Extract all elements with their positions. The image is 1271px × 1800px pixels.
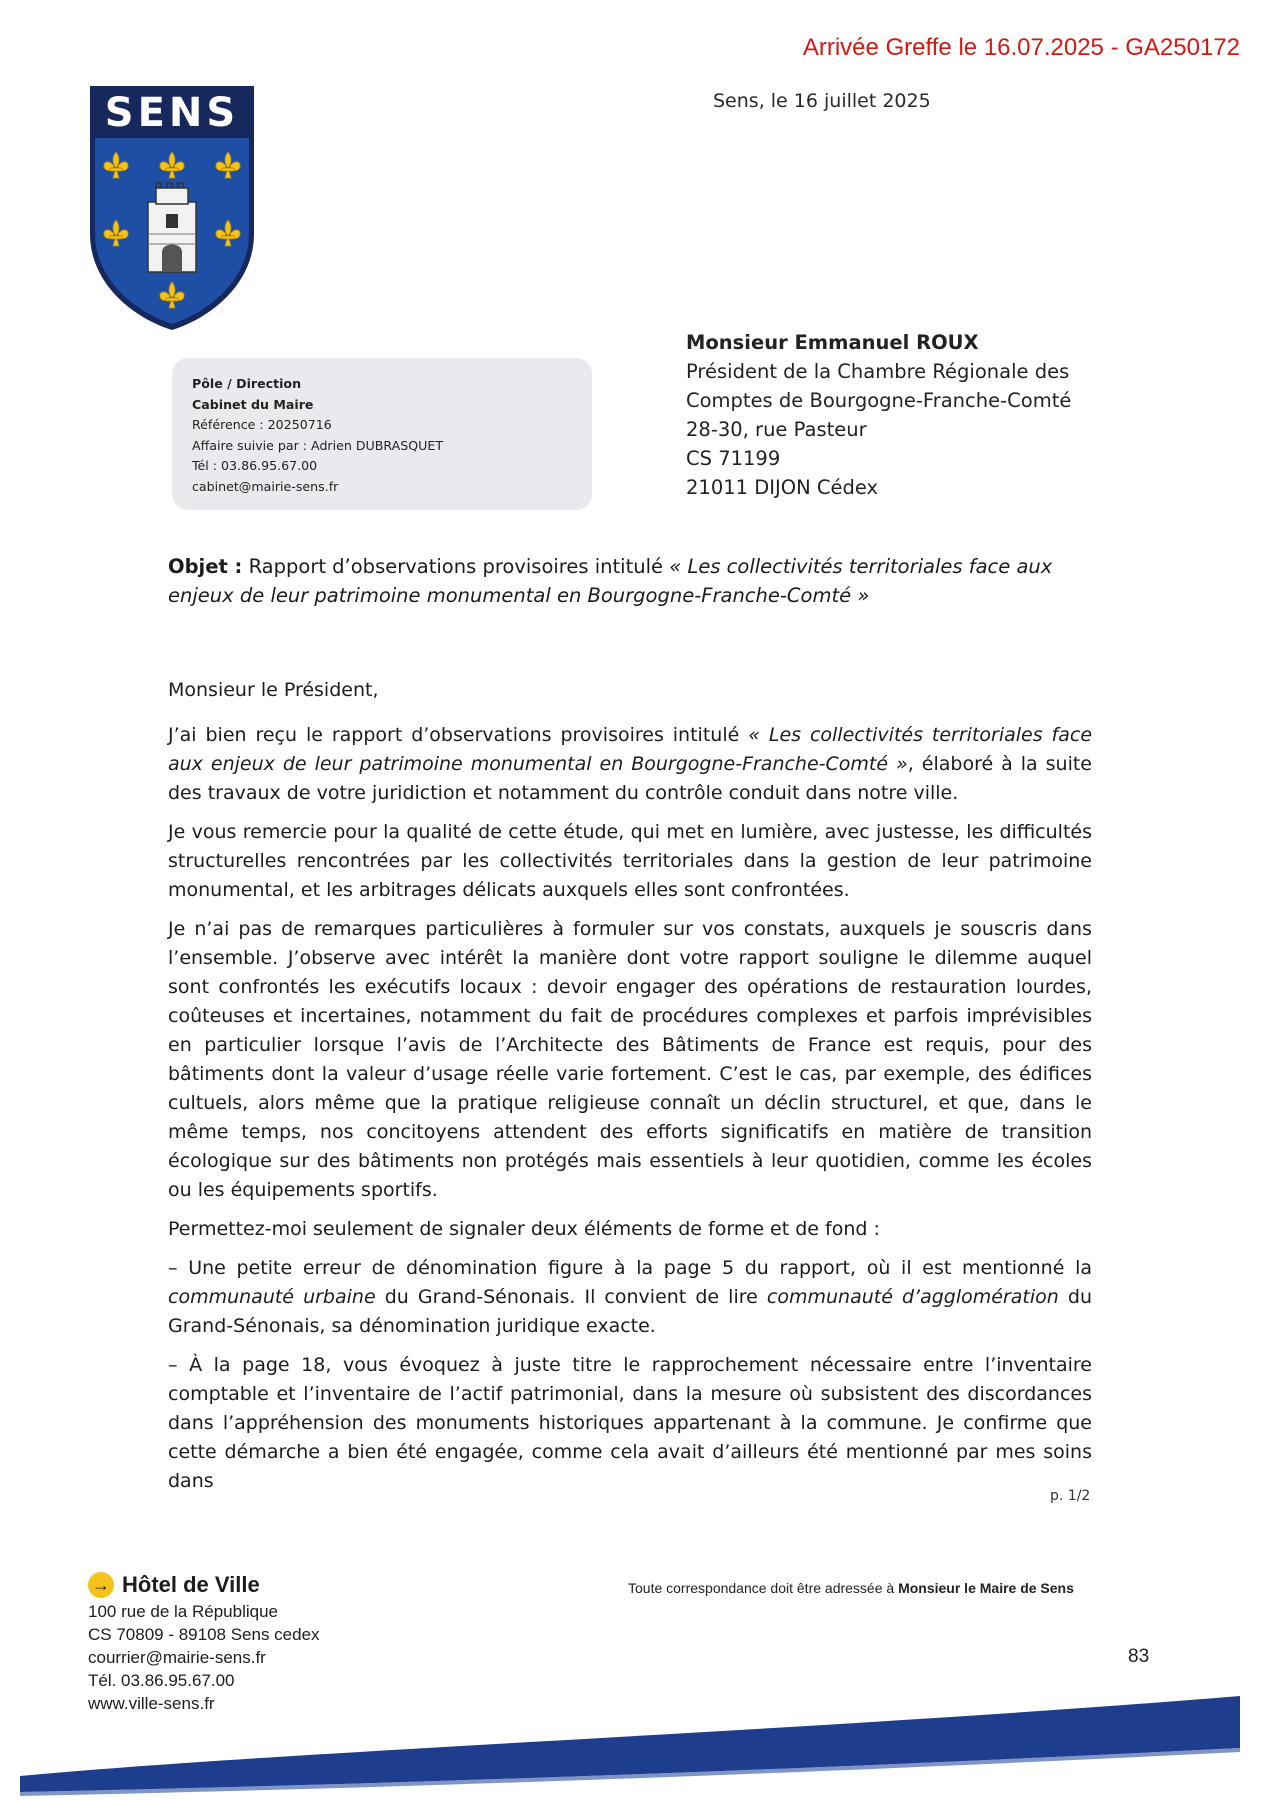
addressee-line: 28-30, rue Pasteur bbox=[686, 418, 867, 441]
paragraph-5-c: du Grand-Sénonais, sa dénomination juridique exacte. bbox=[168, 1286, 1093, 1337]
addressee-name: Monsieur Emmanuel ROUX bbox=[686, 331, 979, 354]
registry-stamp: Arrivée Greffe le 16.07.2025 - GA250172 bbox=[802, 34, 1240, 61]
paragraph-1-intro: J’ai bien reçu le rapport d’observations provisoires intitulé bbox=[168, 724, 740, 746]
paragraph-1-end: , élaboré à la suite des travaux de votre juridiction et notamment du contrôle conduit dans notre ville. bbox=[168, 753, 1092, 804]
sender-email: cabinet@mairie-sens.fr bbox=[192, 478, 339, 494]
letter-body bbox=[168, 676, 1092, 1506]
addressee-line: 21011 DIJON Cédex bbox=[686, 476, 879, 499]
paragraph-3: Je n’ai pas de remarques particulières à formuler sur vos constats, auxquels je souscris dans l’ensemble. J’observe avec intérêt la manière dont votre rapport souligne le dilemme auquel sont confrontés les exécutifs locaux : devoir engager des opérations de restauration lourdes, coûteuses et incertaines, notamment du fait de procédures complexes et parfois imprévisibles en particulier lorsque l’avis de l’Architecte des Bâtiments de France est requis, pour des bâtiments dont la valeur d’usage réelle varie fortement. C’est le cas, par exemple, des édifices cultuels, alors même que la pratique religieuse connaît un déclin structurel, et que, dans le même temps, nos concitoyens attendent des efforts significatifs en matière de transition écologique sur des bâtiments non protégés mais essentiels à leur quotidien, comme les écoles ou les équipements sportifs. bbox=[168, 918, 1092, 1201]
footer-line: Tél. 03.86.95.67.00 bbox=[88, 1671, 235, 1690]
paragraph-5 bbox=[168, 1254, 1092, 1341]
footer-line: www.ville-sens.fr bbox=[88, 1694, 215, 1713]
paragraph-5-term-1: communauté urbaine bbox=[168, 1286, 376, 1308]
sender-pole: Pôle / Direction bbox=[192, 376, 302, 391]
arrow-right-icon: → bbox=[88, 1572, 114, 1598]
paragraph-4: Permettez-moi seulement de signaler deux éléments de forme et de fond : bbox=[168, 1218, 880, 1240]
paragraph-5-a: – Une petite erreur de dénomination figure à la page 5 du rapport, où il est mentionné la bbox=[168, 1257, 1092, 1279]
subject-label: Objet : bbox=[168, 555, 243, 578]
subject-report-title: « Les collectivités territoriales face aux enjeux de leur patrimoine monumental en Bourgogne-Franche-Comté » bbox=[168, 555, 1053, 607]
addressee-line: CS 71199 bbox=[686, 447, 781, 470]
folio-number: 83 bbox=[1128, 1646, 1150, 1667]
footer-title: Hôtel de Ville bbox=[122, 1572, 260, 1597]
footer-correspondence-note bbox=[628, 1580, 1074, 1596]
paragraph-6: – À la page 18, vous évoquez à juste titre le rapprochement nécessaire entre l’inventaire comptable et l’inventaire de l’actif patrimonial, dans la mesure où subsistent des discordances dans l’appréhension des monuments historiques appartenant à la commune. Je confirme que cette démarche a bien été engagée, comme cela avait d’ailleurs été mentionné par mes soins dans bbox=[168, 1354, 1092, 1492]
correspondence-recipient: Monsieur le Maire de Sens bbox=[898, 1580, 1074, 1596]
footer-line: 100 rue de la République bbox=[88, 1602, 278, 1621]
footer-line: CS 70809 - 89108 Sens cedex bbox=[88, 1625, 320, 1644]
sender-reference: Référence : 20250716 bbox=[192, 417, 332, 432]
subject-text: Rapport d’observations provisoires intitulé bbox=[248, 555, 664, 578]
addressee-block bbox=[686, 328, 1071, 502]
svg-text:SENS: SENS bbox=[104, 90, 240, 136]
paragraph-1-report-title: « Les collectivités territoriales face aux enjeux de leur patrimoine monumental en Bourgogne-Franche-Comté » bbox=[168, 724, 1093, 775]
sens-coat-of-arms-logo bbox=[86, 84, 258, 332]
page-number: p. 1/2 bbox=[1050, 1488, 1091, 1504]
sender-info-text bbox=[192, 374, 443, 497]
paragraph-5-b: du Grand-Sénonais. Il convient de lire bbox=[384, 1286, 758, 1308]
footer-title-row bbox=[88, 1572, 320, 1598]
sender-tel: Tél : 03.86.95.67.00 bbox=[192, 458, 318, 473]
paragraph-1 bbox=[168, 721, 1092, 808]
paragraph-5-term-2: communauté d’agglomération bbox=[766, 1286, 1059, 1308]
letter-date: Sens, le 16 juillet 2025 bbox=[713, 90, 931, 112]
addressee-line: Comptes de Bourgogne-Franche-Comté bbox=[686, 389, 1072, 412]
footer-blue-band bbox=[0, 1688, 1271, 1800]
paragraph-2: Je vous remercie pour la qualité de cette étude, qui met en lumière, avec justesse, les difficultés structurelles rencontrées par les collectivités territoriales dans la gestion de leur patrimoine monumental, et les arbitrages délicats auxquels elles sont confrontées. bbox=[168, 821, 1092, 901]
salutation: Monsieur le Président, bbox=[168, 679, 379, 701]
correspondence-text: Toute correspondance doit être adressée à bbox=[628, 1580, 895, 1596]
letter-subject bbox=[168, 552, 1092, 610]
sender-affaire: Affaire suivie par : Adrien DUBRASQUET bbox=[192, 437, 444, 453]
addressee-line: Président de la Chambre Régionale des bbox=[686, 360, 1070, 383]
footer-line: courrier@mairie-sens.fr bbox=[88, 1648, 266, 1667]
sender-direction: Cabinet du Maire bbox=[192, 396, 314, 412]
